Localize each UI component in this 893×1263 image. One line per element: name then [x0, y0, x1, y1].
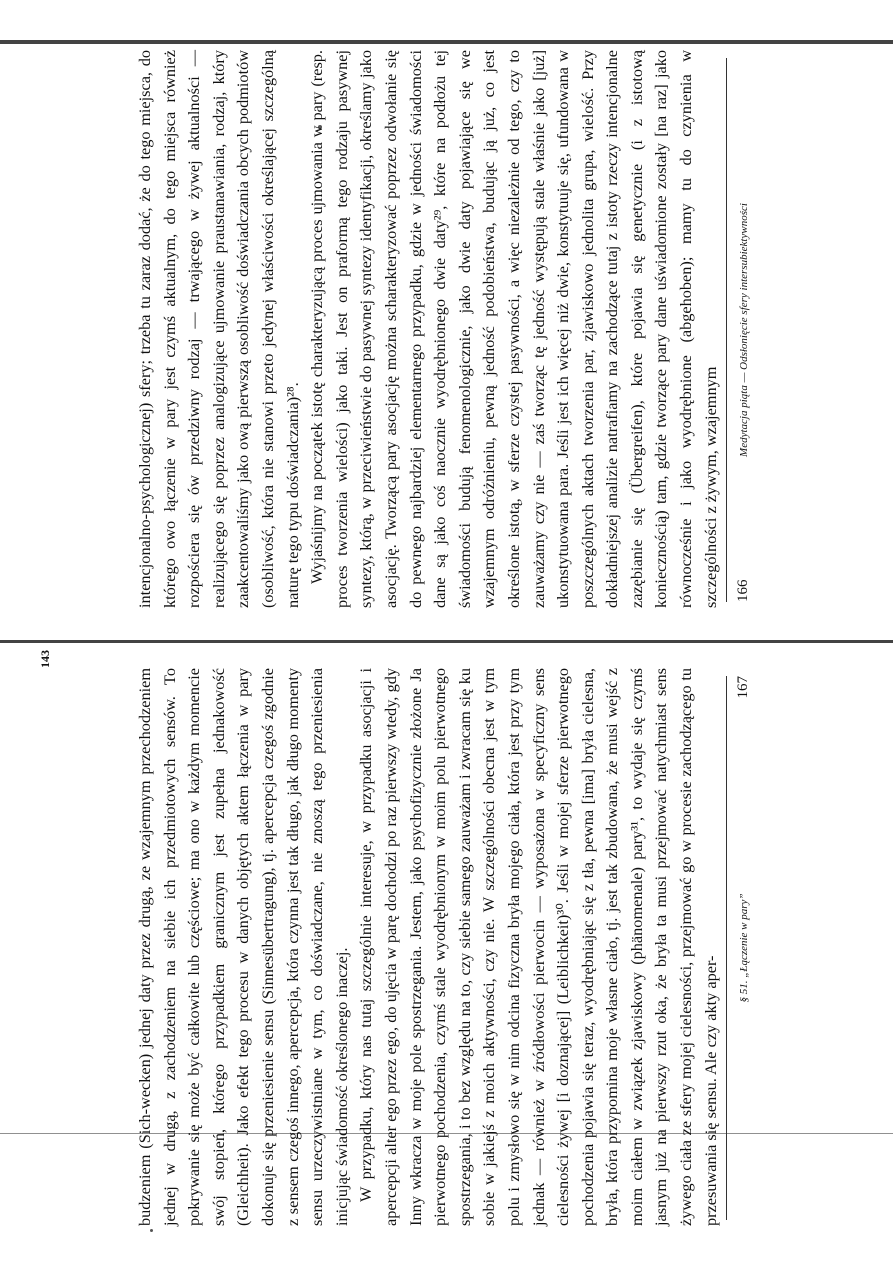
paragraph: budzeniem (Sich-wecken) jednej daty przez drugą, ze wzajemnym przechodzeniem jednej w drugą, z zachodzeniem na siebie ich przedmiotowych sensów. To pokrywanie się może być całkowite lub częściowe; ma ono w każdym momencie swój stopień, którego przypadkiem granicznym jest zupełna jednakowość (Gleichheit). Jako efekt tego procesu w danych objętych aktem łączenia w pary dokonuje się przeniesienie sensu (Sinnesübertragung), tj. apercepcja czegoś zgodnie z sensem czegoś innego, apercepcja, która czynna jest tak długo, jak długo momenty sensu urzeczywistniane w tym, co doświadczane, nie znoszą tego przeniesienia inicjując świadomość określonego inaczej.: [134, 668, 351, 1226]
scan-streak-middle: [0, 640, 893, 643]
body-text: [68, 50, 723, 608]
paragraph: intencjonalno-psychologicznej) sfery; trzeba tu zaraz dodać, że do tego miejsca, do którego owo łączenie w pary jest czymś aktualnym, do tego miejsca również rozpościera się ów przedziwny rodzaj — trwającego w żywej aktualności — realizującego się poprzez analogizujące ujmowanie praustanawiania, rodzaj, który zaakcentowaliśmy jako ową pierwszą osobliwość doświadczania obcych podmiotów (osobliwość, która nie stanowi przeto jedynej właściwości określającej szczególną naturę tego typu doświadczania)²⁸.: [134, 50, 302, 608]
running-head-title: Medytacja piąta — Odsłonięcie sfery intersubiektywności: [738, 203, 750, 457]
page-number: 166: [735, 579, 751, 602]
page-167: [0, 648, 893, 1248]
paragraph: Wyjaśnijmy na początek istotę charakteryzującą proces ujmowania w pary (resp. proces tworzenia wielości) jako taki. Jest on praformą tego rodzaju pasywnej syntezy, którą, w przeciwieństwie do pasywnej syntezy identyfikacji, określamy jako asocjację. Tworzącą pary asocjację można scharakteryzować poprzez odwołanie się do pewnego najbardziej elementarnego przypadku, gdzie w jedności świadomości dane są jako coś naocznie wyodrębnionego dwie daty²⁹, które na podłożu tej świadomości budują fenomenologicznie, jako dwie daty pojawiające się we wzajemnym odróżnieniu, pewną jedność podobieństwa, budując ją już, co jest określone istotą, w sferze czystej pasywności, a więc niezależnie od tego, czy to zauważamy czy nie — zaś tworząc tę jedność występują stale właśnie jako [już] ukonstytuowana para. Jeśli jest ich więcej niż dwie, konstytuuje się, ufundowana w poszczególnych aktach tworzenia par, zjawiskowo jednolita grupa, wielość. Przy dokładniejszej analizie natrafiamy na zachodzące tutaj z istoty rzeczy intencjonalne zazębianie się (Übergreifen), które pojawia się genetycznie (i z istotową koniecznością) tam, gdzie tworzące pary dane uświadomione zostały [na raz] jako równocześnie i jako wyodrębnione (abgehoben); mamy tu do czynienia w szczególności z żywym, wzajemnym: [306, 50, 720, 608]
page-number: 167: [735, 676, 751, 699]
header-rule: [726, 58, 727, 602]
running-header: [735, 58, 759, 602]
body-text: [68, 668, 723, 1226]
running-head-title: § 51. „Łączenie w pary”: [738, 893, 750, 1003]
paragraph: W przypadku, który nas tutaj szczególnie interesuje, w przypadku asocjacji i apercepcji alter ego przez ego, do ujęcia w parę dochodzi po raz pierwszy wtedy, gdy Inny wkracza w moje pole spostrzegania. Jestem, jako psychofizycznie złożone Ja pierwotnego pochodzenia, czymś stale wyodrębnionym w moim polu pierwotnego spostrzegania, i to bez względu na to, czy siebie samego zauważam i zwracam się ku sobie w jakiejś z moich aktywności, czy nie. W szczególności obecna jest w tym polu i zmysłowo się w nim odcina fizyczna bryła mojego ciała, która jest przy tym jednak — również w źródłowości pierwocin — wyposażona w specyficzny sens cielesności żywej [i doznającej] (Leiblichkeit)³⁰. Jeśli w mojej sferze pierwotnego pochodzenia pojawia się teraz, wyodrębniając się z tła, pewna [ima] bryła cielesna, bryła, która przypomina moje własne ciało, tj. jest tak zbudowana, że musi wejść z moim ciałem w związek zjawiskowy (phänomenale) pary³¹, to wydaje się czymś jasnym już na pierwszy rzut oka, że bryła ta musi przejmować natychmiast sens żywego ciała ze sfery mojej cielesności, przejmować go w procesie zachodzącego tu przesuwania się sensu. Ale czy akty aper-: [356, 668, 720, 1226]
margin-number: 143: [38, 650, 52, 668]
running-header: [735, 676, 759, 1220]
page-166: [0, 30, 893, 630]
header-rule: [726, 676, 727, 1220]
